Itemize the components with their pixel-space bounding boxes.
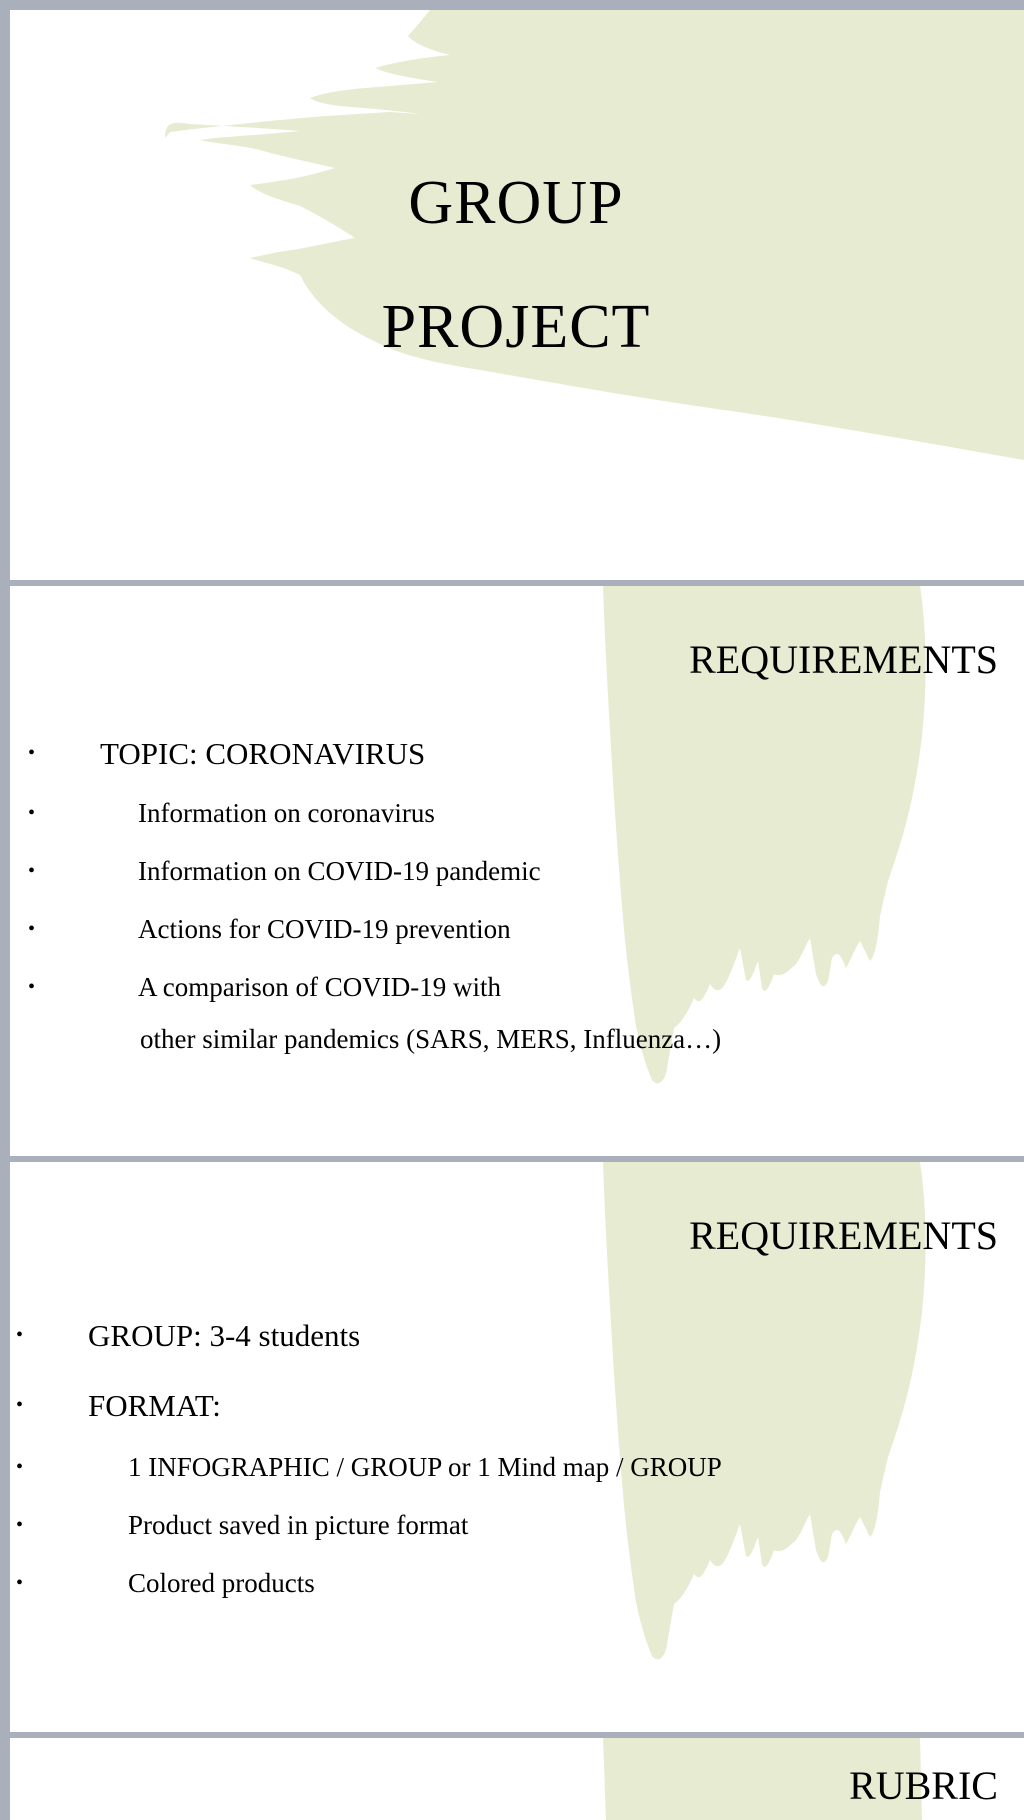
bullet-text: GROUP: 3-4 students — [88, 1318, 361, 1353]
slide-title — [10, 10, 1024, 580]
bullet-text: Actions for COVID-19 prevention — [138, 914, 511, 944]
bullet-marker: • — [16, 1324, 24, 1346]
bullet-marker: • — [16, 1572, 24, 1594]
slide-heading-requirements: REQUIREMENTS — [689, 637, 998, 682]
slide-heading-requirements: REQUIREMENTS — [689, 1213, 998, 1258]
bullet-text: TOPIC: CORONAVIRUS — [100, 736, 426, 771]
bullet-text: 1 INFOGRAPHIC / GROUP or 1 Mind map / GROUP — [128, 1452, 722, 1482]
bullet-marker: • — [28, 742, 36, 764]
bullet-text-continuation: other similar pandemics (SARS, MERS, Influenza…) — [140, 1024, 722, 1054]
bullet-marker: • — [28, 860, 36, 882]
bullet-marker: • — [28, 976, 36, 998]
bullet-text: FORMAT: — [88, 1388, 221, 1423]
bullet-text: Colored products — [128, 1568, 315, 1598]
bullet-text: Information on coronavirus — [138, 798, 435, 828]
bullet-text: Information on COVID-19 pandemic — [138, 856, 541, 886]
bullet-marker: • — [16, 1394, 24, 1416]
slide-requirements-format — [10, 1162, 1024, 1732]
bullet-marker: • — [28, 802, 36, 824]
bullet-marker: • — [16, 1514, 24, 1536]
title-line-project: PROJECT — [381, 293, 651, 361]
title-line-group: GROUP — [408, 169, 624, 237]
slide-heading-rubric: RUBRIC — [849, 1763, 998, 1808]
bullet-text: A comparison of COVID-19 with — [138, 972, 501, 1002]
slide-rubric — [10, 1738, 1024, 1820]
bullet-marker: • — [16, 1456, 24, 1478]
bullet-text: Product saved in picture format — [128, 1510, 469, 1540]
bullet-marker: • — [28, 918, 36, 940]
slide-requirements-topic — [10, 586, 1024, 1156]
